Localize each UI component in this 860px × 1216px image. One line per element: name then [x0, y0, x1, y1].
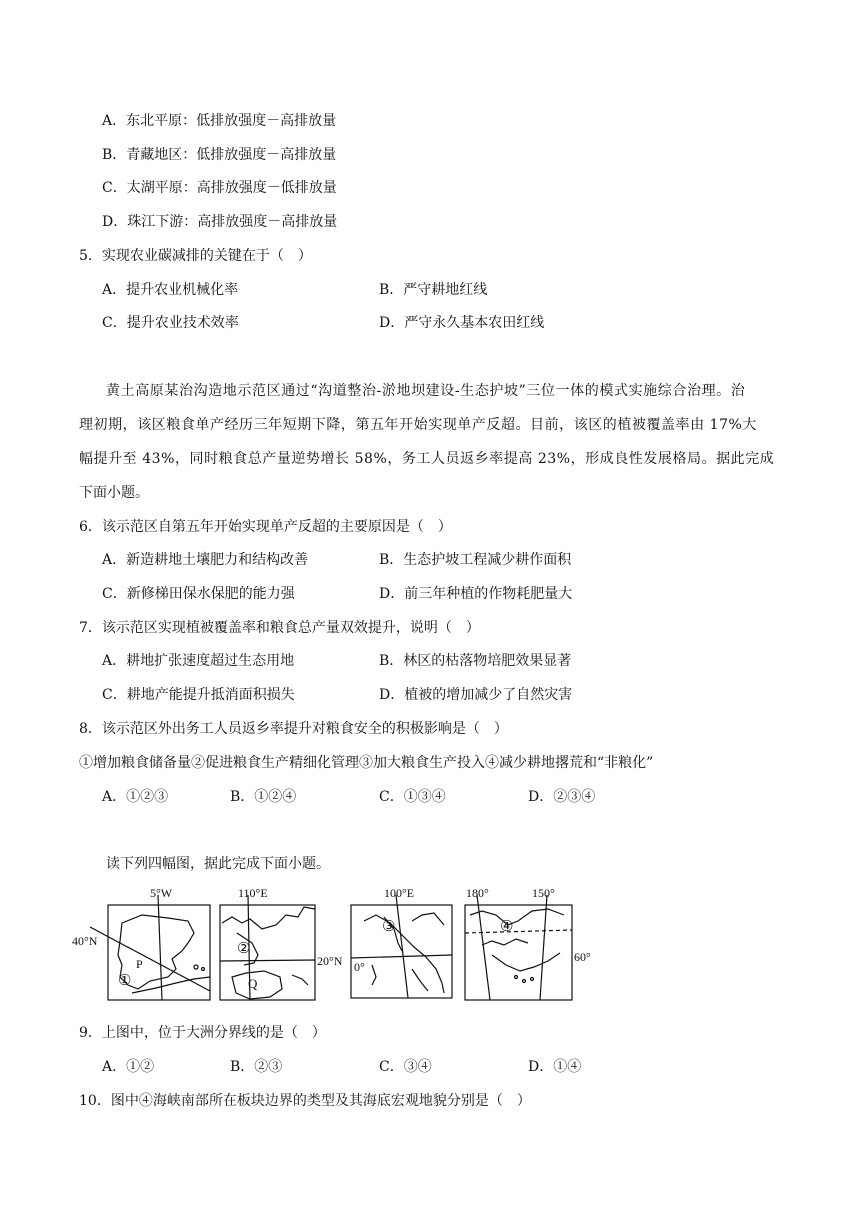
q9-option-a: A．①②	[102, 1059, 155, 1075]
map2-marker: ②	[237, 941, 251, 957]
q8-option-d: D．②③④	[528, 789, 596, 805]
q6-option-a: A．新造耕地土壤肥力和结构改善	[102, 552, 309, 568]
passage-line-2: 理初期，该区粮食单产经历三年短期下降，第五年开始实现单产反超。目前，该区的植被覆盖率由 17%大	[79, 417, 757, 433]
map3-lat-label: 0°	[354, 960, 365, 974]
map4-lon-right-label: 150°	[532, 886, 555, 900]
q4-option-c: C．太湖平原：高排放强度－低排放量	[102, 180, 337, 196]
q9-option-b: B．②③	[230, 1059, 283, 1075]
map3-marker: ③	[382, 919, 396, 935]
map2-lon-label: 110°E	[238, 886, 268, 900]
q5-stem: 5．实现农业碳减排的关键在于（ ）	[79, 248, 312, 264]
q4-option-d: D．珠江下游：高排放强度－高排放量	[102, 214, 338, 230]
map4-marker: ④	[500, 919, 514, 935]
q6-option-c: C．新修梯田保水保肥的能力强	[102, 586, 295, 602]
q6-stem: 6．该示范区自第五年开始实现单产反超的主要原因是（ ）	[79, 519, 452, 535]
q6-option-d: D．前三年种植的作物耗肥量大	[379, 586, 573, 602]
q8-stem: 8．该示范区外出务工人员返乡率提升对粮食安全的积极影响是（ ）	[79, 721, 508, 737]
q4-option-b: B．青藏地区：低排放强度－高排放量	[102, 147, 337, 163]
four-maps-figure	[72, 885, 592, 1005]
q8-option-c: C．①③④	[379, 789, 446, 805]
map1-lon-label: 5°W	[150, 886, 173, 900]
map-2-south-china	[220, 895, 315, 1000]
map1-marker: ①	[118, 973, 132, 989]
q9-stem: 9．上图中，位于大洲分界线的是（ ）	[79, 1025, 326, 1041]
map3-lon-label: 100°E	[384, 886, 415, 900]
q7-option-b: B．林区的枯落物培肥效果显著	[379, 653, 572, 669]
q5-option-b: B．严守耕地红线	[379, 282, 488, 298]
q8-option-b: B．①②④	[230, 789, 297, 805]
q5-option-a: A．提升农业机械化率	[102, 282, 239, 298]
passage-line-3: 幅提升至 43%，同时粮食总产量逆势增长 58%，务工人员返乡率提高 23%，形成良性发展格局。据此完成	[79, 451, 775, 467]
map4-lat-label: 60°	[574, 950, 591, 964]
q8-option-a: A．①②③	[102, 789, 169, 805]
q4-option-a: A．东北平原：低排放强度－高排放量	[102, 113, 337, 129]
passage-line-4: 下面小题。	[79, 485, 149, 501]
map-4-bering	[465, 895, 572, 1000]
q5-option-d: D．严守永久基本农田红线	[379, 315, 545, 331]
q7-stem: 7．该示范区实现植被覆盖率和粮食总产量双效提升，说明（ ）	[79, 620, 480, 636]
map-intro: 读下列四幅图，据此完成下面小题。	[106, 856, 330, 872]
map2-lat-label: 20°N	[317, 954, 343, 968]
q7-option-a: A．耕地扩张速度超过生态用地	[102, 653, 295, 669]
q6-option-b: B．生态护坡工程减少耕作面积	[379, 552, 572, 568]
map1-p-label: P	[136, 957, 143, 971]
q9-option-c: C．③④	[379, 1059, 432, 1075]
map4-lon-left-label: 180°	[466, 886, 489, 900]
q5-option-c: C．提升农业技术效率	[102, 315, 239, 331]
map-1-iberia	[90, 895, 210, 1000]
map2-q-label: Q	[248, 976, 258, 991]
q9-option-d: D．①④	[528, 1059, 582, 1075]
passage-line-1: 黄土高原某治沟造地示范区通过“沟道整治-淤地坝建设-生态护坡”三位一体的模式实施综合治理。治	[106, 383, 746, 399]
q7-option-d: D．植被的增加减少了自然灾害	[379, 687, 573, 703]
map-3-malacca	[351, 895, 452, 998]
q10-stem: 10．图中④海峡南部所在板块边界的类型及其海底宏观地貌分别是（ ）	[79, 1093, 531, 1109]
q8-items: ①增加粮食储备量②促进粮食生产精细化管理③加大粮食生产投入④减少耕地撂荒和“非粮化”	[79, 755, 654, 771]
map1-lat-label: 40°N	[72, 934, 98, 948]
q7-option-c: C．耕地产能提升抵消面积损失	[102, 687, 295, 703]
